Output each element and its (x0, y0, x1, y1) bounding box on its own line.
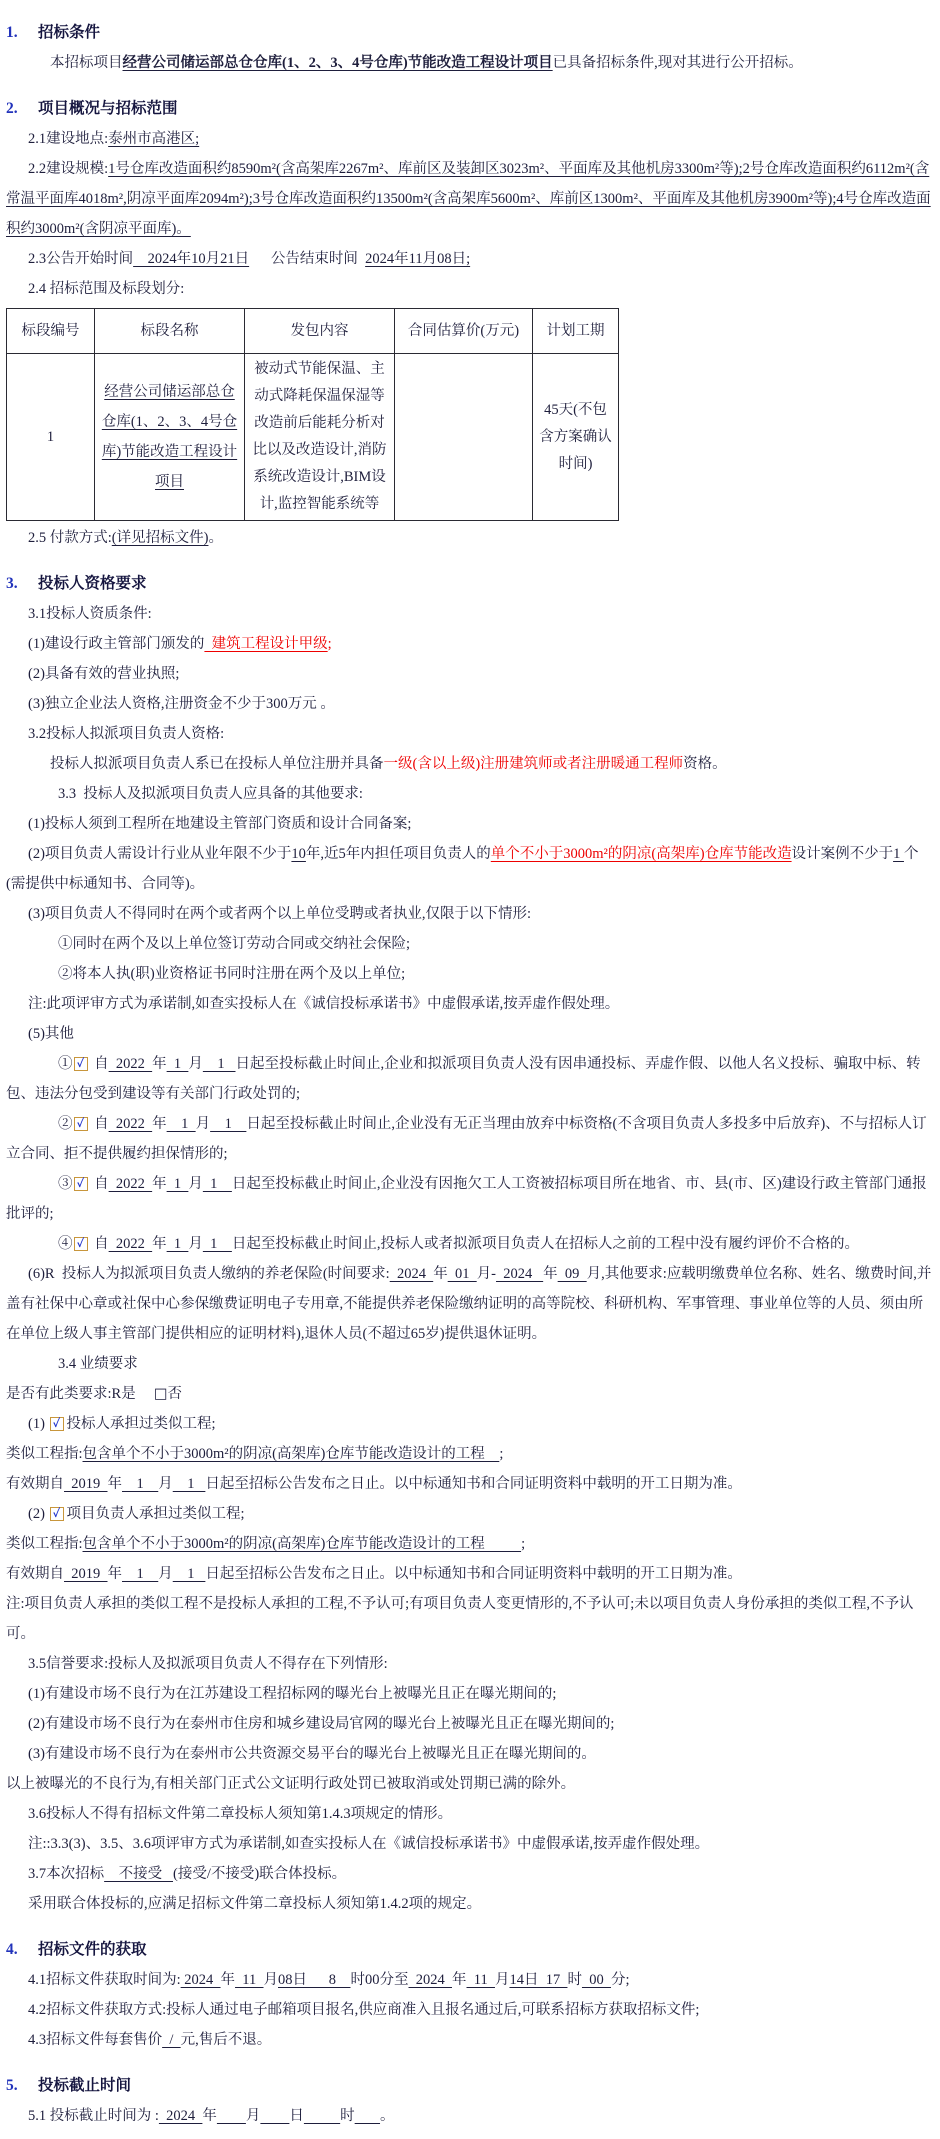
document-price-line: 4.3招标文件每套售价 / 元,售后不退。 (28, 2032, 272, 2048)
section-3-number: 3. (6, 575, 18, 592)
announce-end-label: 公告结束时间 (249, 251, 366, 267)
similar-project-definition-1: 类似工程指:包含单个不小于3000m²的阴凉(高架库)仓库节能改造设计的工程 ; (6, 1446, 504, 1462)
other-requirements-label: 3.3 投标人及拟派项目负责人应具备的其他要求: (58, 786, 363, 802)
section-5-number: 5. (6, 2077, 18, 2094)
bid-sections-text: 2.4 招标范围及标段划分: (28, 281, 185, 297)
month-blank: 1 (166, 1056, 189, 1072)
month-blank: 1 (166, 1176, 189, 1192)
credit-item-1: (1)有建设市场不良行为在江苏建设工程招标网的曝光台上被曝光且正在曝光期间的; (28, 1686, 557, 1702)
obtain-end-year: 2024 (408, 1972, 452, 1988)
announce-end-date: 2024年11月08日; (365, 251, 471, 267)
day-blank: 1 (172, 1566, 206, 1582)
checked-checkbox-icon: ✓ (50, 1417, 64, 1431)
circled-4: ④ (58, 1236, 73, 1252)
performance-item-1: (1) ✓ 投标人承担过类似工程; (28, 1416, 216, 1432)
day-blank: 1 (210, 1116, 247, 1132)
intro-post: 已具备招标条件,现对其进行公开招标。 (552, 55, 803, 71)
construction-scale-line (6, 154, 935, 244)
circled-3: ③ (58, 1176, 73, 1192)
obtain-start-year: 2024 (180, 1972, 221, 1988)
declaration-1: ① ✓ 自 2022 年 1 月 1 日起至投标截止时间止,企业和拟派项目负责人没有因串通投标、弄虚作假、以他人名义投标、骗取中标、转包、违法分包受到建设等有关部门行政处罚的; (6, 1056, 921, 1102)
deadline-year: 2024 (158, 2108, 203, 2124)
end-year-blank: 2024 (496, 1266, 544, 1282)
deadline-month-blank (217, 2108, 246, 2124)
start-month-blank: 01 (447, 1266, 477, 1282)
pension-insurance-item: (6)R 投标人为拟派项目负责人缴纳的养老保险(时间要求: 2024 年 01 月- 2024 年 09 月,其他要求:应载明缴费单位名称、姓名、缴费时间,并盖有社保中心章或社保中心参保缴费证明电子专用章,不能提供养老保险缴纳证明的高等院校、科研机构、军事管理、事业单位等的人员、须由所在单位上级人事主管部门提供相应的证明材料),退休人员(不超过65岁)提供退休证明。 (6, 1266, 932, 1342)
obtain-start-day-hour: 08日 8 (278, 1972, 351, 1988)
validity-period-2: 有效期自 2019 年 1 月 1 日起至招标公告发布之日止。以中标通知书和合同证明资料中载明的开工日期为准。 (6, 1566, 742, 1582)
table-header-row (7, 309, 619, 354)
qualification-item-3: (3)独立企业法人资格,注册资金不少于300万元 。 (28, 696, 335, 712)
section-3-heading (6, 569, 935, 599)
qualification-item-1 (6, 629, 935, 659)
other-req-item-3a: ①同时在两个及以上单位签订劳动合同或交纳社会保险; (58, 936, 411, 952)
cell-contract-content: 被动式节能保温、主动式降耗保温保湿等改造前后能耗分析对比以及改造设计,消防系统改造设计,BIM设计,监控智能系统等 (245, 354, 395, 521)
q1-end: ; (327, 636, 332, 652)
deadline-minute-blank (355, 2108, 380, 2124)
section-1-title: 招标条件 (38, 24, 101, 41)
performance-yes-no-line (6, 1379, 935, 1409)
commitment-note: 注:此项评审方式为承诺制,如查实投标人在《诚信投标承诺书》中虚假承诺,按弄虚作假处理。 (28, 996, 620, 1012)
checked-checkbox-icon: ✓ (50, 1507, 64, 1521)
payment-value: (详见招标文件) (111, 530, 209, 546)
clause-36: 3.6投标人不得有招标文件第二章投标人须知第1.4.3项规定的情形。 (28, 1806, 453, 1822)
scale-value: 1号仓库改造面积约8590m²(含高架库2267m²、库前区及装卸区3023m²、平面库及其他机房3300m²等);2号仓库改造面积约6112m²(含常温平面库4018m²,阴凉平面库2094m²);3号仓库改造面积约13500m²(含高架库5600m²、库前区1300m²、平面库及其他机房3900m²等);4号仓库改造面积约3000m²(含阴凉平面库)。 (6, 161, 931, 237)
obtain-start-month: 11 (235, 1972, 264, 1988)
day-blank: 1 (202, 1176, 232, 1192)
validity-period-1: 有效期自 2019 年 1 月 1 日起至招标公告发布之日止。以中标通知书和合同证明资料中载明的开工日期为准。 (6, 1476, 742, 1492)
year-blank: 2022 (108, 1056, 153, 1072)
checked-checkbox-icon: ✓ (74, 1117, 88, 1131)
intro-paragraph (6, 48, 935, 78)
year-blank: 2022 (108, 1116, 153, 1132)
circled-1: ① (58, 1056, 73, 1072)
section-2-title: 项目概况与招标范围 (38, 100, 178, 117)
clause-36-note: 注::3.3(3)、3.5、3.6项评审方式为承诺制,如查实投标人在《诚信投标承诺书》中虚假承诺,按弄虚作假处理。 (28, 1836, 710, 1852)
declaration-3: ③ ✓ 自 2022 年 1 月 1 日起至投标截止时间止,企业没有因拖欠工人工资被招标项目所在地省、市、县(市、区)建设行政主管部门通报批评的; (6, 1176, 927, 1222)
month-blank: 1 (166, 1116, 196, 1132)
day-blank: 1 (202, 1056, 236, 1072)
document-obtain-time-line: 4.1招标文件获取时间为: 2024 年 11 月08日 8 时00分至 2024 年 11 月14日 17 时 00 分; (28, 1972, 630, 1988)
section-4-number: 4. (6, 1941, 18, 1958)
document-obtain-method-line: 4.2招标文件获取方式:投标人通过电子邮箱项目报名,供应商准入且报名通过后,可联系招标方获取招标文件; (28, 2002, 700, 2018)
announce-start-label: 2.3公告开始时间 (28, 251, 134, 267)
cell-estimated-price (395, 354, 533, 521)
obtain-end-month: 11 (466, 1972, 495, 1988)
consortium-accept-value: 不接受 (104, 1866, 173, 1882)
section-5-heading (6, 2071, 935, 2101)
checked-checkbox-icon: ✓ (74, 1177, 88, 1191)
performance-requirements-label: 3.4 业绩要求 (58, 1356, 138, 1372)
other-req-item-2: (2)项目负责人需设计行业从业年限不少于10年,近5年内担任项目负责人的单个不小于3000m²的阴凉(高架库)仓库节能改造设计案例不少于1 个(需提供中标通知书、合同等)。 (6, 846, 919, 892)
construction-site-line (6, 124, 935, 154)
bid-sections-table (6, 308, 619, 521)
deadline-day-blank (260, 2108, 289, 2124)
consortium-bid-rule: 采用联合体投标的,应满足招标文件第二章投标人须知第1.4.2项的规定。 (28, 1896, 482, 1912)
case-count-value: 1 (893, 846, 904, 862)
col-header-estimated-price: 合同估算价(万元) (395, 309, 533, 354)
similar-project-definition-2: 类似工程指:包含单个不小于3000m²的阴凉(高架库)仓库节能改造设计的工程 ; (6, 1536, 526, 1552)
month-blank: 1 (166, 1236, 189, 1252)
project-leader-qualification-text: 投标人拟派项目负责人系已在投标人单位注册并具备一级(含以上级)注册建筑师或者注册暖通工程师资格。 (50, 756, 727, 772)
section-4-title: 招标文件的获取 (38, 1941, 147, 1958)
announce-start-date: 2024年10月21日 (133, 251, 250, 267)
day-blank: 1 (202, 1236, 232, 1252)
price-blank: / (162, 2032, 181, 2048)
year-blank: 2019 (64, 1476, 108, 1492)
site-label: 2.1建设地点: (28, 131, 109, 147)
circled-2: ② (58, 1116, 73, 1132)
years-value: 10 (291, 846, 306, 862)
performance-item-2: (2) ✓ 项目负责人承担过类似工程; (28, 1506, 245, 1522)
section-2-heading (6, 94, 935, 124)
month-blank: 1 (122, 1566, 159, 1582)
month-blank: 1 (122, 1476, 159, 1492)
year-blank: 2022 (108, 1176, 153, 1192)
registered-architect-requirement: 一级(含以上级)注册建筑师或者注册暖通工程师 (383, 756, 684, 772)
yes-option: 是否有此类要求:R是 (6, 1386, 154, 1402)
deadline-hour-blank (304, 2108, 340, 2124)
start-year-blank: 2024 (389, 1266, 434, 1282)
bid-deadline-line: 5.1 投标截止时间为 : 2024 年 月 日 时 。 (28, 2108, 395, 2124)
cell-section-no: 1 (7, 354, 95, 521)
day-blank: 1 (172, 1476, 206, 1492)
other-req-item-1: (1)投标人须到工程所在地建设主管部门资质和设计合同备案; (28, 816, 412, 832)
section-1-number: 1. (6, 24, 18, 41)
similar-case-requirement: 单个不小于3000m²的阴凉(高架库)仓库节能改造 (490, 846, 792, 862)
project-name: 经营公司储运部总仓仓库(1、2、3、4号仓库)节能改造工程设计项目 (122, 55, 553, 71)
similar-project-value: 包含单个不小于3000m²的阴凉(高架库)仓库节能改造设计的工程 (82, 1446, 500, 1462)
performance-note: 注:项目负责人承担的类似工程不是投标人承担的工程,不予认可;有项目负责人变更情形的,不予认可;未以项目负责人身份承担的类似工程,不予认可。 (6, 1596, 914, 1642)
unchecked-checkbox-icon: □否 (153, 1386, 183, 1402)
declaration-2: ② ✓ 自 2022 年 1 月 1 日起至投标截止时间止,企业没有无正当理由放弃中标资格(不含项目负责人多投多中后放弃)、不与招标人订立合同、拒不提供履约担保情形的; (6, 1116, 927, 1162)
col-header-contract-content: 发包内容 (245, 309, 395, 354)
declaration-4: ④ ✓ 自 2022 年 1 月 1 日起至投标截止时间止,投标人或者拟派项目负责人在招标人之前的工程中没有履约评价不合格的。 (58, 1236, 859, 1252)
q1-pre: (1)建设行政主管部门颁发的 (28, 636, 205, 652)
section-1-heading (6, 18, 935, 48)
col-header-section-no: 标段编号 (7, 309, 95, 354)
payment-end: 。 (208, 530, 223, 546)
similar-project-value: 包含单个不小于3000m²的阴凉(高架库)仓库节能改造设计的工程 (82, 1536, 522, 1552)
year-blank: 2022 (108, 1236, 153, 1252)
end-month-blank: 09 (557, 1266, 587, 1282)
other-req-item-3: (3)项目负责人不得同时在两个或者两个以上单位受聘或者执业,仅限于以下情形: (28, 906, 532, 922)
consortium-bid-line: 3.7本次招标 不接受 (接受/不接受)联合体投标。 (28, 1866, 347, 1882)
scale-label: 2.2建设规模: (28, 161, 109, 177)
cell-planned-duration: 45天(不包含方案确认时间) (533, 354, 619, 521)
other-req-item-3b: ②将本人执(职)业资格证书同时注册在两个及以上单位; (58, 966, 406, 982)
table-row (7, 354, 619, 521)
credit-item-2: (2)有建设市场不良行为在泰州市住房和城乡建设局官网的曝光台上被曝光且正在曝光期间的; (28, 1716, 615, 1732)
project-leader-qualification-label: 3.2投标人拟派项目负责人资格: (28, 726, 225, 742)
section-2-number: 2. (6, 100, 18, 117)
bid-sections-label (6, 274, 935, 304)
checked-checkbox-icon: ✓ (74, 1057, 88, 1071)
credit-exception-note: 以上被曝光的不良行为,有相关部门正式公文证明行政处罚已被取消或处罚期已满的除外。 (6, 1776, 576, 1792)
col-header-section-name: 标段名称 (95, 309, 245, 354)
checked-checkbox-icon: ✓ (74, 1237, 88, 1251)
intro-pre: 本招标项目 (50, 55, 123, 71)
obtain-end-minute: 00 (581, 1972, 611, 1988)
obtain-end-day-hour: 14日 17 (509, 1972, 568, 1988)
col-header-planned-duration: 计划工期 (533, 309, 619, 354)
q31-text: 3.1投标人资质条件: (28, 606, 152, 622)
credit-item-3: (3)有建设市场不良行为在泰州市公共资源交易平台的曝光台上被曝光且正在曝光期间的。 (28, 1746, 596, 1762)
qualification-item-2: (2)具备有效的营业执照; (28, 666, 180, 682)
payment-terms-line (6, 523, 935, 553)
section-4-heading (6, 1935, 935, 1965)
payment-label: 2.5 付款方式: (28, 530, 112, 546)
design-grade-value: 建筑工程设计甲级 (204, 636, 328, 652)
cell-section-name: 经营公司储运部总仓仓库(1、2、3、4号仓库)节能改造工程设计项目 (95, 354, 245, 521)
section-5-title: 投标截止时间 (38, 2077, 132, 2094)
section-3-title: 投标人资格要求 (38, 575, 147, 592)
qualification-conditions-label (6, 599, 935, 629)
announcement-period-line (6, 244, 935, 274)
other-req-item-5: (5)其他 (28, 1026, 74, 1042)
site-value: 泰州市高港区; (108, 131, 200, 147)
credit-requirements-label: 3.5信誉要求:投标人及拟派项目负责人不得存在下列情形: (28, 1656, 388, 1672)
year-blank: 2019 (64, 1566, 108, 1582)
